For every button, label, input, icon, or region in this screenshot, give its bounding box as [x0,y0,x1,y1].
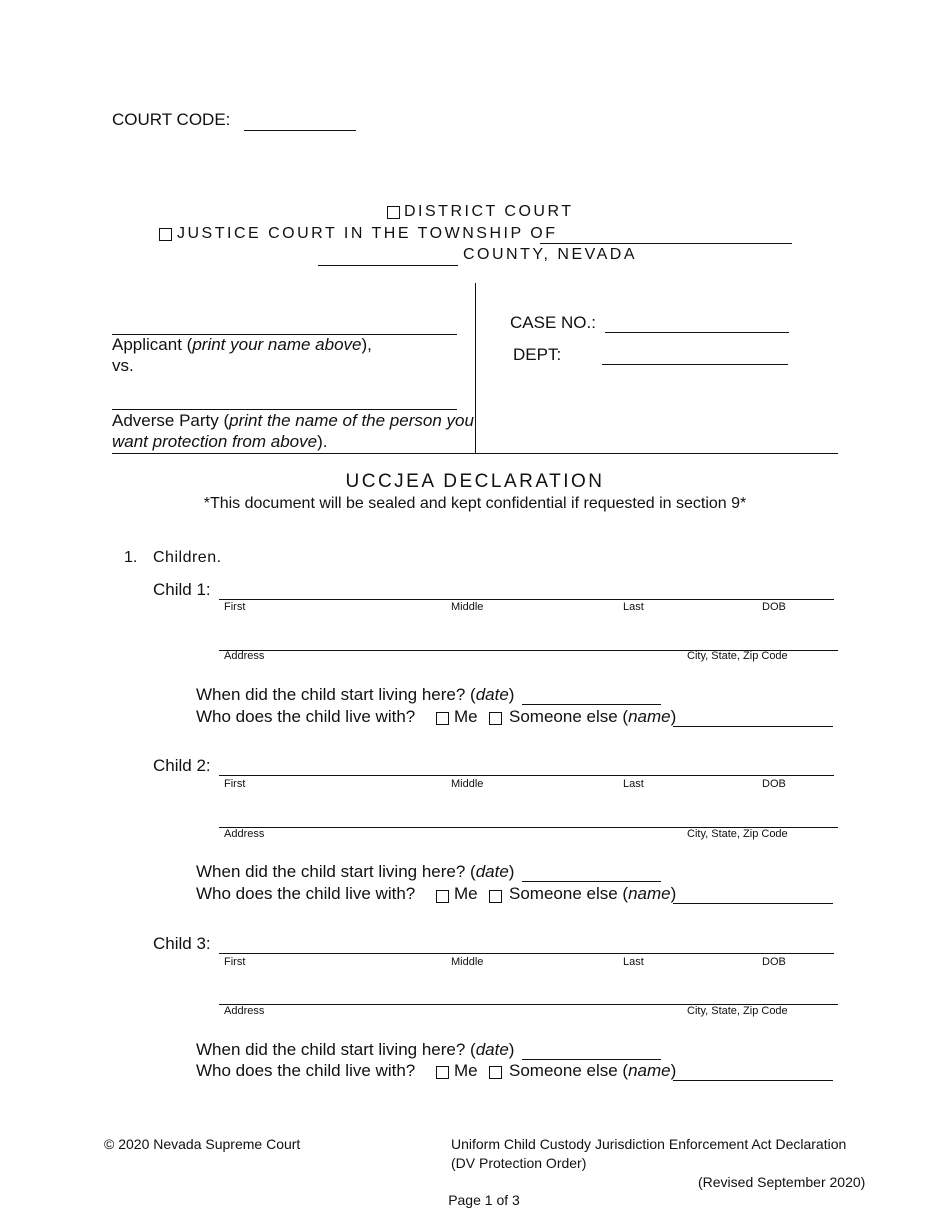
start-date-field[interactable] [522,704,661,705]
child-name-field[interactable] [219,599,834,600]
child-label: Child 3: [153,934,211,953]
start-date-question: When did the child start living here? (date) [196,685,515,704]
section-heading: Children. [153,549,222,566]
child-label: Child 2: [153,756,211,775]
start-date-question: When did the child start living here? (date) [196,1040,515,1059]
footer-page-number: Page 1 of 3 [448,1192,520,1208]
someone-else-label: Someone else (name) [509,1061,677,1080]
live-with-question: Who does the child live with? [196,1061,416,1080]
court-code-field[interactable] [244,130,356,131]
county-nevada-label: COUNTY, NEVADA [463,246,637,263]
district-court-label: DISTRICT COURT [404,203,574,220]
applicant-label: Applicant (print your name above), [112,335,372,354]
adverse-party-label-line1: Adverse Party (print the name of the person you [112,411,474,430]
footer-copyright: © 2020 Nevada Supreme Court [104,1136,301,1152]
child-name-field[interactable] [219,775,834,776]
city-sublabel: City, State, Zip Code [687,828,788,840]
first-sublabel: First [224,956,246,968]
dob-sublabel: DOB [762,778,786,790]
address-sublabel: Address [224,828,265,840]
someone-else-label: Someone else (name) [509,884,677,903]
court-code-label: COURT CODE: [112,110,231,129]
last-sublabel: Last [623,956,644,968]
caption-bottom-rule [112,453,838,454]
someone-else-name-field[interactable] [673,903,833,904]
last-sublabel: Last [623,601,644,613]
dept-field[interactable] [602,364,788,365]
section-number: 1. [124,549,138,566]
me-label: Me [454,1061,478,1080]
child-name-field[interactable] [219,953,834,954]
start-date-question: When did the child start living here? (date) [196,862,515,881]
address-sublabel: Address [224,1005,265,1017]
first-sublabel: First [224,778,246,790]
me-checkbox[interactable] [436,712,449,725]
caption-divider [475,283,476,453]
dob-sublabel: DOB [762,956,786,968]
justice-court-label: JUSTICE COURT IN THE TOWNSHIP OF [177,225,558,242]
footer-form-title-1: Uniform Child Custody Jurisdiction Enforcement Act Declaration [451,1136,847,1152]
live-with-question: Who does the child live with? [196,884,416,903]
middle-sublabel: Middle [451,778,484,790]
live-with-question: Who does the child live with? [196,707,416,726]
city-sublabel: City, State, Zip Code [687,1005,788,1017]
first-sublabel: First [224,601,246,613]
someone-else-checkbox[interactable] [489,1066,502,1079]
me-label: Me [454,884,478,903]
me-label: Me [454,707,478,726]
me-checkbox[interactable] [436,890,449,903]
district-court-checkbox[interactable] [387,206,400,219]
me-checkbox[interactable] [436,1066,449,1079]
document-subtitle: *This document will be sealed and kept confidential if requested in section 9* [203,495,747,512]
township-field[interactable] [540,243,792,244]
justice-court-checkbox[interactable] [159,228,172,241]
someone-else-label: Someone else (name) [509,707,677,726]
document-title: UCCJEA DECLARATION [345,471,605,492]
someone-else-checkbox[interactable] [489,712,502,725]
adverse-party-label-line2: want protection from above). [112,432,328,451]
someone-else-checkbox[interactable] [489,890,502,903]
address-sublabel: Address [224,650,265,662]
footer-revised: (Revised September 2020) [698,1174,866,1190]
footer-form-title-2: (DV Protection Order) [451,1155,587,1171]
last-sublabel: Last [623,778,644,790]
case-no-label: CASE NO.: [510,313,596,332]
city-sublabel: City, State, Zip Code [687,650,788,662]
start-date-field[interactable] [522,1059,661,1060]
county-field[interactable] [318,265,458,266]
case-no-field[interactable] [605,332,789,333]
dept-label: DEPT: [513,345,562,364]
middle-sublabel: Middle [451,601,484,613]
vs-label: vs. [112,356,134,375]
child-label: Child 1: [153,580,211,599]
someone-else-name-field[interactable] [673,1080,833,1081]
dob-sublabel: DOB [762,601,786,613]
someone-else-name-field[interactable] [673,726,833,727]
start-date-field[interactable] [522,881,661,882]
middle-sublabel: Middle [451,956,484,968]
adverse-party-field[interactable] [112,409,457,410]
